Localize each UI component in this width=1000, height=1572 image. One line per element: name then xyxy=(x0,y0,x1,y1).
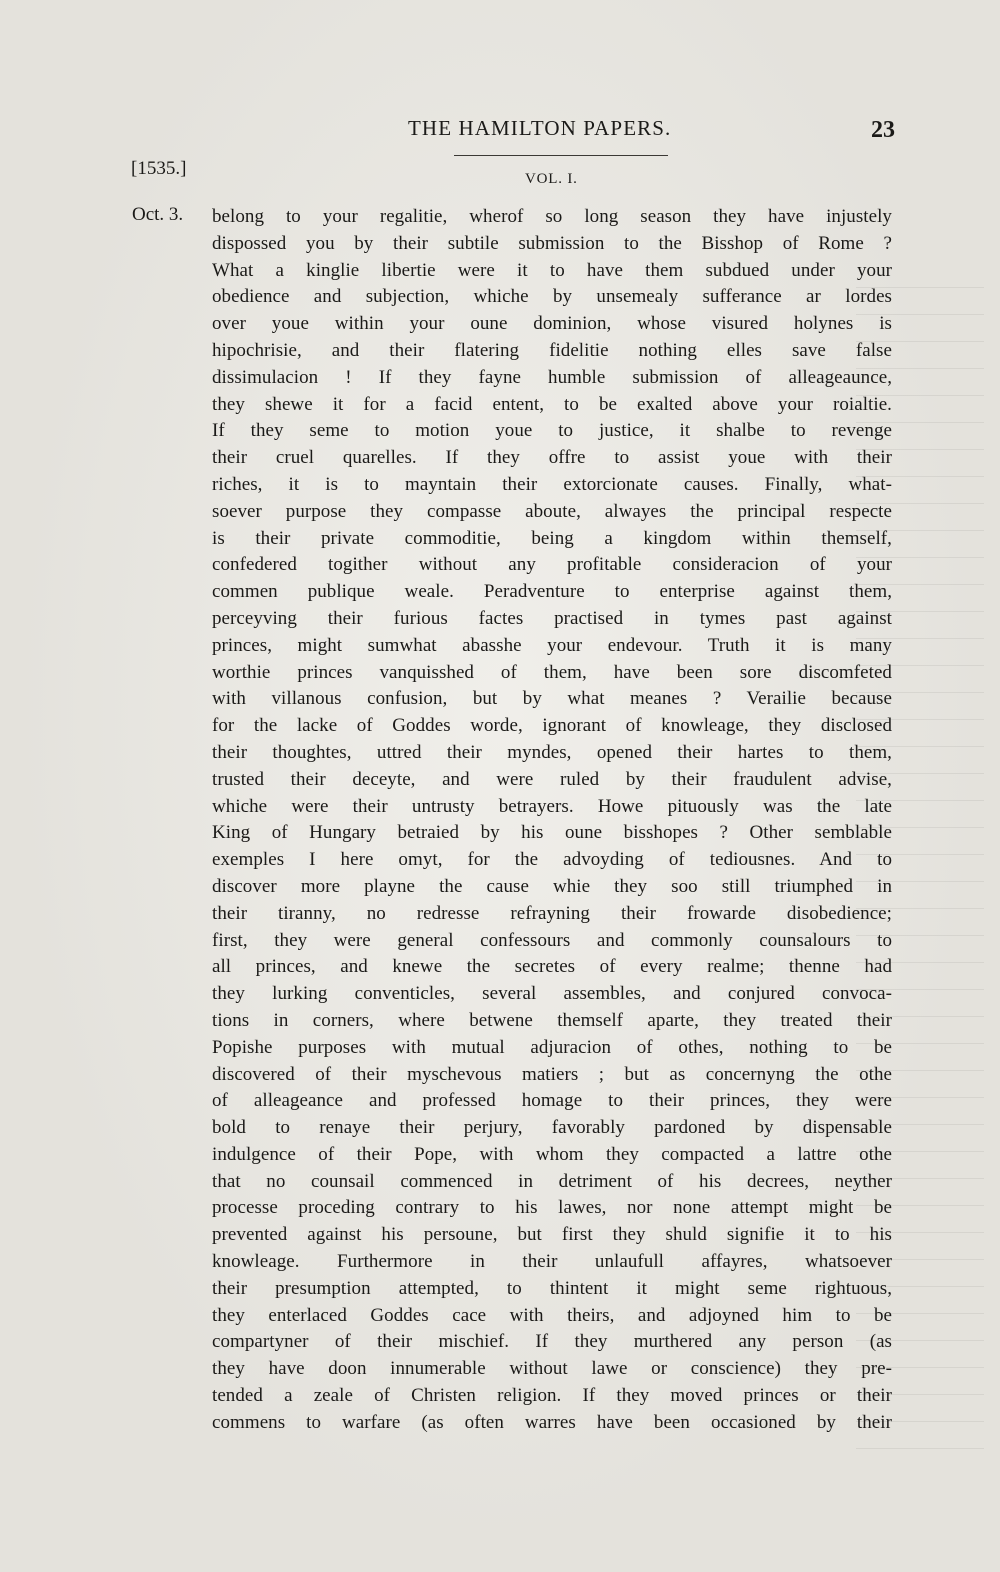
year-bracket: [1535.] xyxy=(131,158,187,179)
text-line: indulgence of their Pope, with whom they compacted a lattre othe xyxy=(212,1143,892,1165)
running-title: THE HAMILTON PAPERS. xyxy=(408,116,672,140)
text-line: knowleage. Furthermore in their unlaufull affayres, whatsoever xyxy=(212,1251,892,1273)
text-line: they have doon innumerable without lawe or conscience) they pre- xyxy=(212,1358,892,1380)
page-number: 23 xyxy=(871,117,895,143)
text-line: their presumption attempted, to thintent it might seme rightuous, xyxy=(212,1277,892,1299)
text-line: What a kinglie libertie were it to have them subdued under your xyxy=(212,259,892,281)
text-line: first, they were general confessours and commonly counsalours to xyxy=(212,929,892,951)
text-line: tions in corners, where betwene themself aparte, they treated their xyxy=(212,1009,892,1031)
text-line: they lurking conventicles, several assembles, and conjured convoca- xyxy=(212,983,892,1005)
text-line: soever purpose they compasse aboute, alwayes the principal respecte xyxy=(212,500,892,522)
header-rule xyxy=(454,155,668,156)
text-line: worthie princes vanquisshed of them, have been sore discomfeted xyxy=(212,661,892,683)
text-line: hipochrisie, and their flatering fidelitie nothing elles save false xyxy=(212,339,892,361)
text-line: perceyving their furious factes practised in tymes past against xyxy=(212,607,892,629)
text-line: is their private commoditie, being a kingdom within themself, xyxy=(212,527,892,549)
text-line: their cruel quarelles. If they offre to assist youe with their xyxy=(212,447,892,469)
text-line: trusted their deceyte, and were ruled by their fraudulent advise, xyxy=(212,768,892,790)
text-line: King of Hungary betraied by his oune bisshopes ? Other semblable xyxy=(212,822,892,844)
margin-date: Oct. 3. xyxy=(132,204,184,225)
text-line: with villanous confusion, but by what meanes ? Verailie because xyxy=(212,688,892,710)
text-line: of alleageance and professed homage to their princes, they were xyxy=(212,1090,892,1112)
text-line: commen publique weale. Peradventure to enterprise against them, xyxy=(212,581,892,603)
text-line: obedience and subjection, whiche by unsemealy sufferance ar lordes xyxy=(212,286,892,308)
text-line: that no counsail commenced in detriment of his decrees, neyther xyxy=(212,1170,892,1192)
text-line: riches, it is to mayntain their extorcionate causes. Finally, what- xyxy=(212,473,892,495)
text-line: belong to your regalitie, wherof so long season they have injustely xyxy=(212,206,892,227)
text-line: for the lacke of Goddes worde, ignorant of knowleage, they disclosed xyxy=(212,715,892,737)
body-text xyxy=(212,204,892,1437)
text-line: dissimulacion ! If they fayne humble submission of alleageaunce, xyxy=(212,366,892,388)
text-line: If they seme to motion youe to justice, it shalbe to revenge xyxy=(212,420,892,442)
text-line: discover more playne the cause whie they soo still triumphed in xyxy=(212,875,892,897)
text-line: dispossed you by their subtile submission to the Bisshop of Rome ? xyxy=(212,232,892,254)
text-line: princes, might sumwhat abasshe your endevour. Truth it is many xyxy=(212,634,892,656)
volume-label: VOL. I. xyxy=(525,171,578,187)
text-line: they enterlaced Goddes cace with theirs, and adjoyned him to be xyxy=(212,1304,892,1326)
text-line: Popishe purposes with mutual adjuracion of othes, nothing to be xyxy=(212,1036,892,1058)
text-line: exemples I here omyt, for the advoyding of tediousnes. And to xyxy=(212,849,892,871)
text-line: confedered togither without any profitable consideracion of your xyxy=(212,554,892,576)
text-line: whiche were their untrusty betrayers. Howe pituously was the late xyxy=(212,795,892,817)
text-line: prevented against his persoune, but first they shuld signifie it to his xyxy=(212,1224,892,1246)
text-line: bold to renaye their perjury, favorably pardoned by dispensable xyxy=(212,1117,892,1139)
text-line: compartyner of their mischief. If they murthered any person (as xyxy=(212,1331,892,1353)
text-line: their thoughtes, uttred their myndes, opened their hartes to them, xyxy=(212,741,892,763)
text-line: commens to warfare (as often warres have been occasioned by their xyxy=(212,1411,892,1433)
text-line: over youe within your oune dominion, whose visured holynes is xyxy=(212,313,892,335)
text-line: their tiranny, no redresse refrayning their frowarde disobedience; xyxy=(212,902,892,924)
text-line: all princes, and knewe the secretes of every realme; thenne had xyxy=(212,956,892,978)
text-line: discovered of their myschevous matiers ; but as concernyng the othe xyxy=(212,1063,892,1085)
text-line: they shewe it for a facid entent, to be exalted above your roialtie. xyxy=(212,393,892,415)
text-line: tended a zeale of Christen religion. If they moved princes or their xyxy=(212,1385,892,1407)
running-head xyxy=(0,116,1000,146)
text-line: processe proceding contrary to his lawes, nor none attempt might be xyxy=(212,1197,892,1219)
